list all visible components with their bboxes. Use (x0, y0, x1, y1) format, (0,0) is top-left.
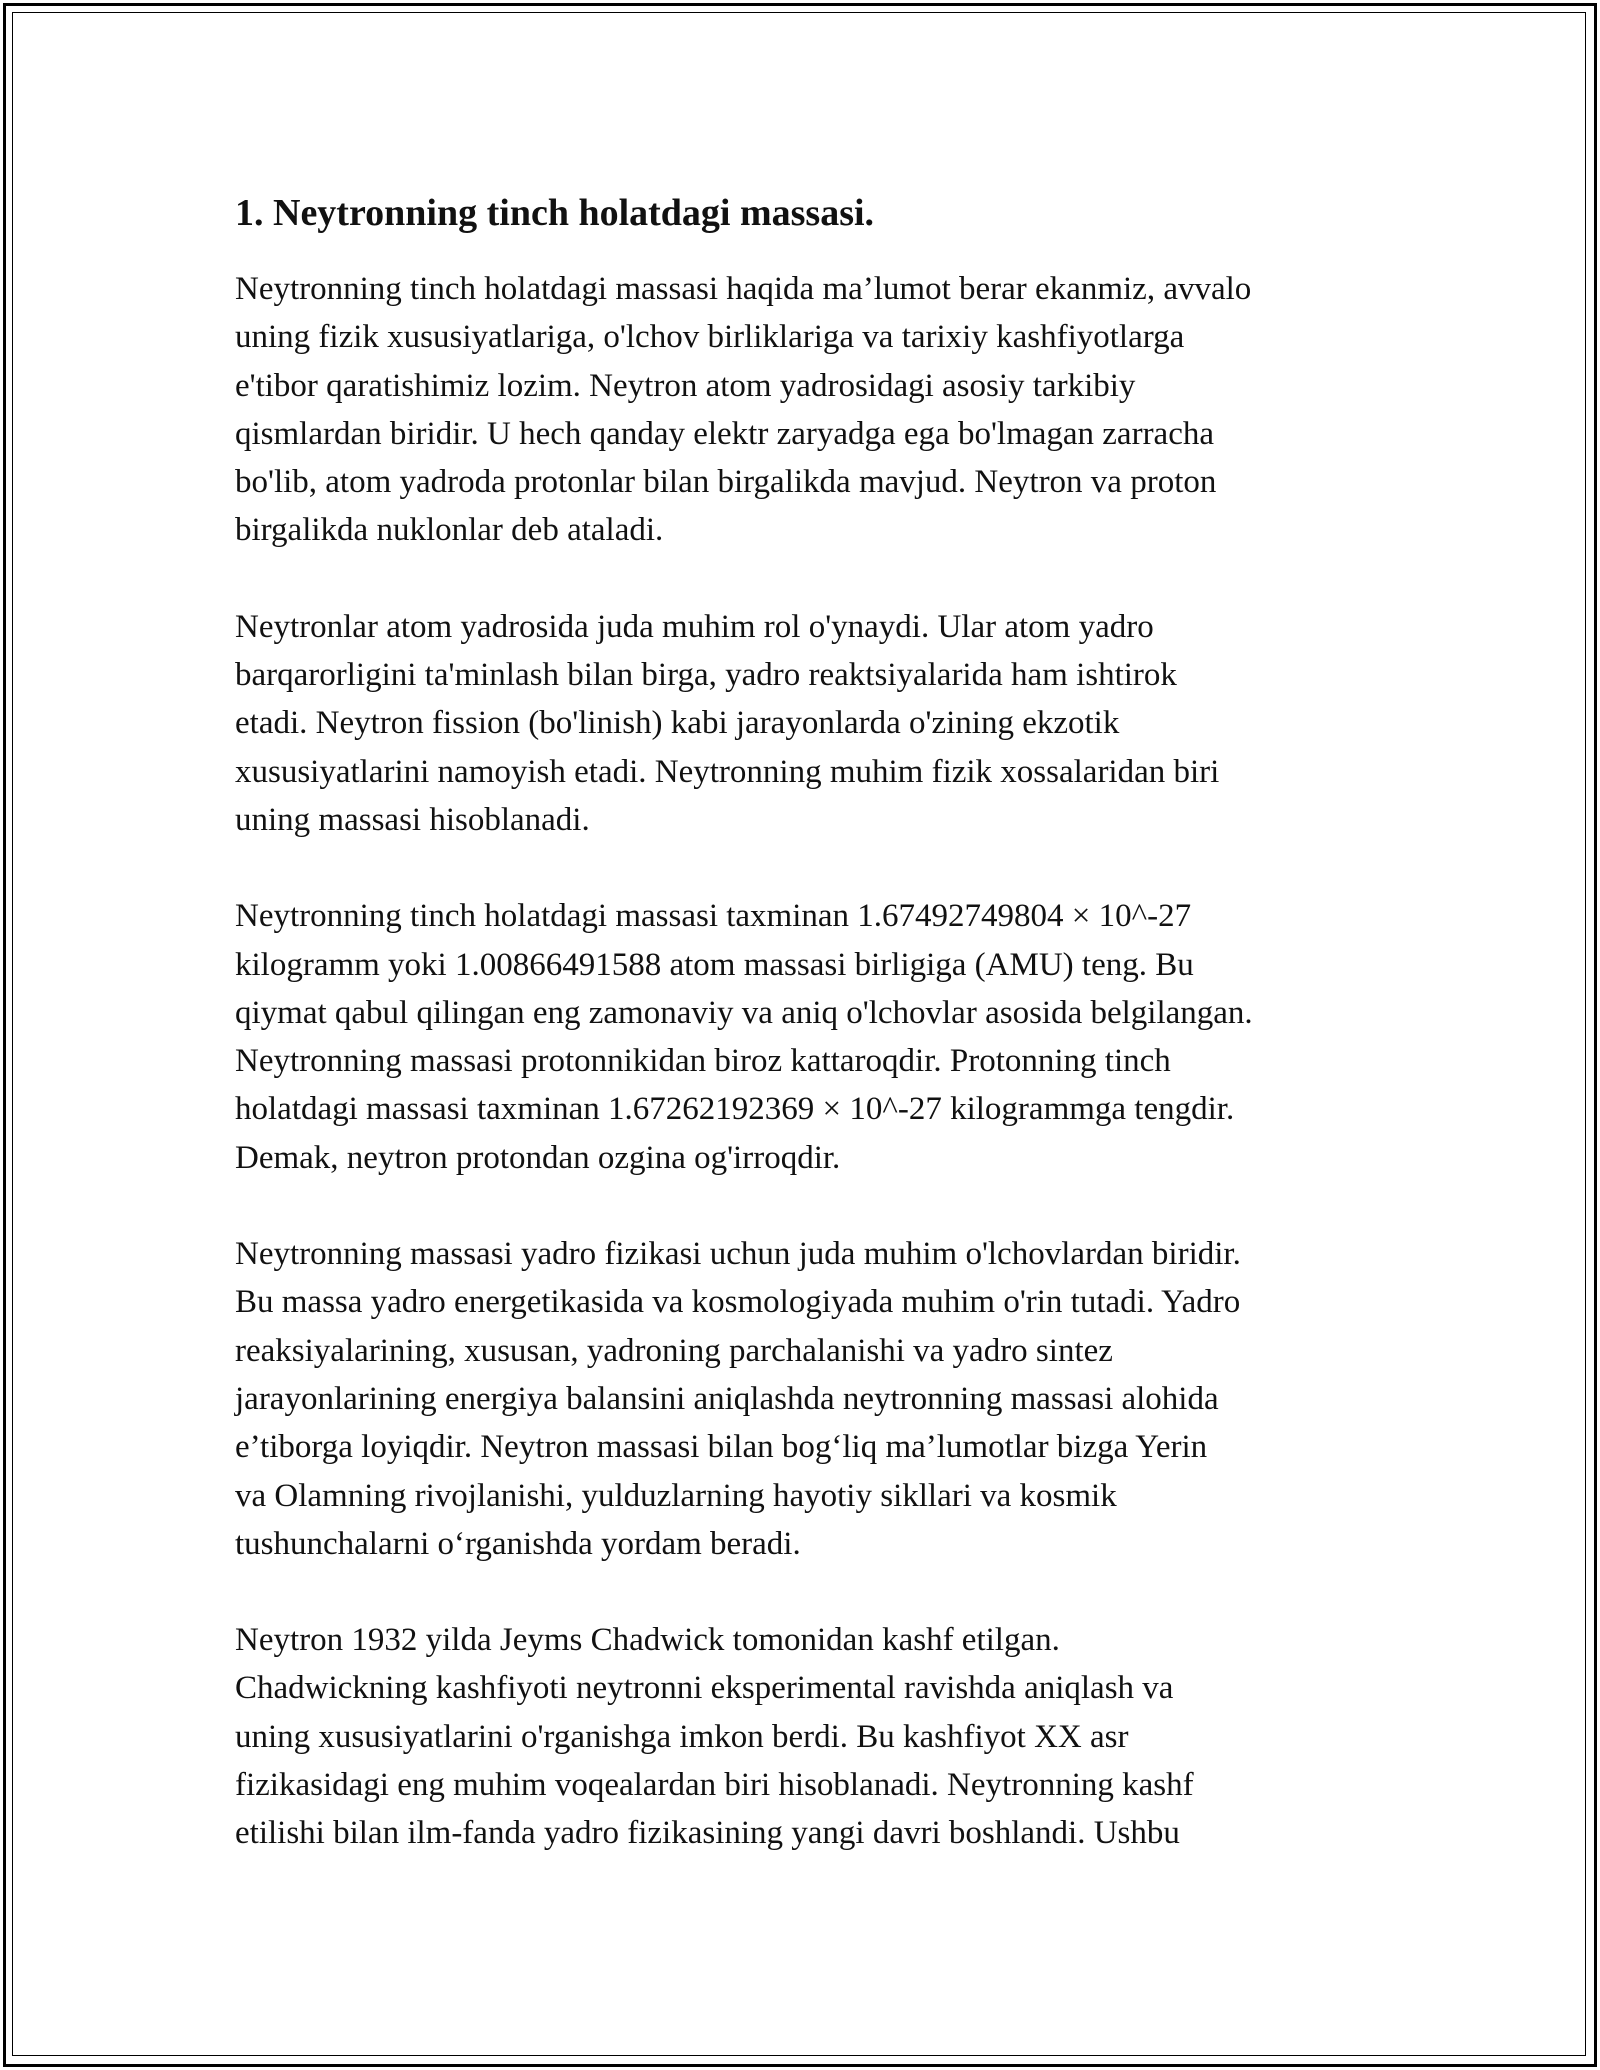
text-line: va Olamning rivojlanishi, yulduzlarning hayotiy sikllari va kosmik (235, 1477, 1117, 1514)
text-line: Neytronning massasi yadro fizikasi uchun juda muhim o'lchovlardan biridir. (235, 1236, 1241, 1273)
paragraph (235, 1616, 1375, 1857)
text-line: e'tibor qaratishimiz lozim. Neytron atom yadrosidagi asosiy tarkibiy (235, 367, 1136, 404)
text-line: holatdagi massasi taxminan 1.67262192369 × 10^-27 kilogrammga tengdir. (235, 1091, 1235, 1128)
text-line: qismlardan biridir. U hech qanday elektr zaryadga ega bo'lmagan zarracha (235, 415, 1214, 452)
text-line: jarayonlarining energiya balansini aniqlashda neytronning massasi alohida (235, 1380, 1219, 1417)
text-line: reaksiyalarining, xususan, yadroning parchalanishi va yadro sintez (235, 1332, 1113, 1369)
text-line: uning massasi hisoblanadi. (235, 801, 590, 838)
text-line: birgalikda nuklonlar deb ataladi. (235, 512, 664, 549)
text-line: kilogramm yoki 1.00866491588 atom massasi birligiga (AMU) teng. Bu (235, 946, 1194, 983)
text-line: Chadwickning kashfiyoti neytronni eksperimental ravishda aniqlash va (235, 1670, 1174, 1707)
paragraph (235, 265, 1375, 555)
text-line: barqarorligini ta'minlash bilan birga, yadro reaktsiyalarida ham ishtirok (235, 657, 1177, 694)
text-line: etilishi bilan ilm-fanda yadro fizikasining yangi davri boshlandi. Ushbu (235, 1815, 1180, 1852)
text-line: Neytronning tinch holatdagi massasi haqida ma’lumot berar ekanmiz, avvalo (235, 271, 1252, 307)
paragraph (235, 1230, 1375, 1568)
text-line: Bu massa yadro energetikasida va kosmologiyada muhim o'rin tutadi. Yadro (235, 1284, 1241, 1321)
text-line: Neytronning massasi protonnikidan biroz kattaroqdir. Protonning tinch (235, 1043, 1171, 1080)
text-line: xususiyatlarini namoyish etadi. Neytronning muhim fizik xossalaridan biri (235, 753, 1220, 790)
paragraph (235, 892, 1375, 1182)
text-line: Neytronlar atom yadrosida juda muhim rol o'ynaydi. Ular atom yadro (235, 608, 1154, 645)
text-line: Neytron 1932 yilda Jeyms Chadwick tomonidan kashf etilgan. (235, 1622, 1060, 1659)
text-line: e’tiborga loyiqdir. Neytron massasi bilan bog‘liq ma’lumotlar bizga Yerin (235, 1429, 1208, 1466)
text-line: tushunchalarni o‘rganishda yordam beradi. (235, 1525, 801, 1562)
text-line: qiymat qabul qilingan eng zamonaviy va aniq o'lchovlar asosida belgilangan. (235, 994, 1253, 1031)
text-line: bo'lib, atom yadroda protonlar bilan birgalikda mavjud. Neytron va proton (235, 464, 1217, 501)
text-line: Demak, neytron protondan ozgina og'irroqdir. (235, 1139, 841, 1176)
section-heading: 1. Neytronning tinch holatdagi massasi. (235, 192, 875, 234)
text-line: uning xususiyatlarini o'rganishga imkon berdi. Bu kashfiyot XX asr (235, 1718, 1129, 1755)
text-line: etadi. Neytron fission (bo'linish) kabi jarayonlarda o'zining ekzotik (235, 705, 1120, 742)
text-line: uning fizik xususiyatlariga, o'lchov birliklariga va tarixiy kashfiyotlarga (235, 319, 1185, 356)
document-body (235, 183, 1375, 1906)
text-line: fizikasidagi eng muhim voqealardan biri hisoblanadi. Neytronning kashf (235, 1767, 1194, 1804)
text-line: Neytronning tinch holatdagi massasi taxminan 1.67492749804 × 10^-27 (235, 898, 1192, 935)
paragraph (235, 603, 1375, 844)
